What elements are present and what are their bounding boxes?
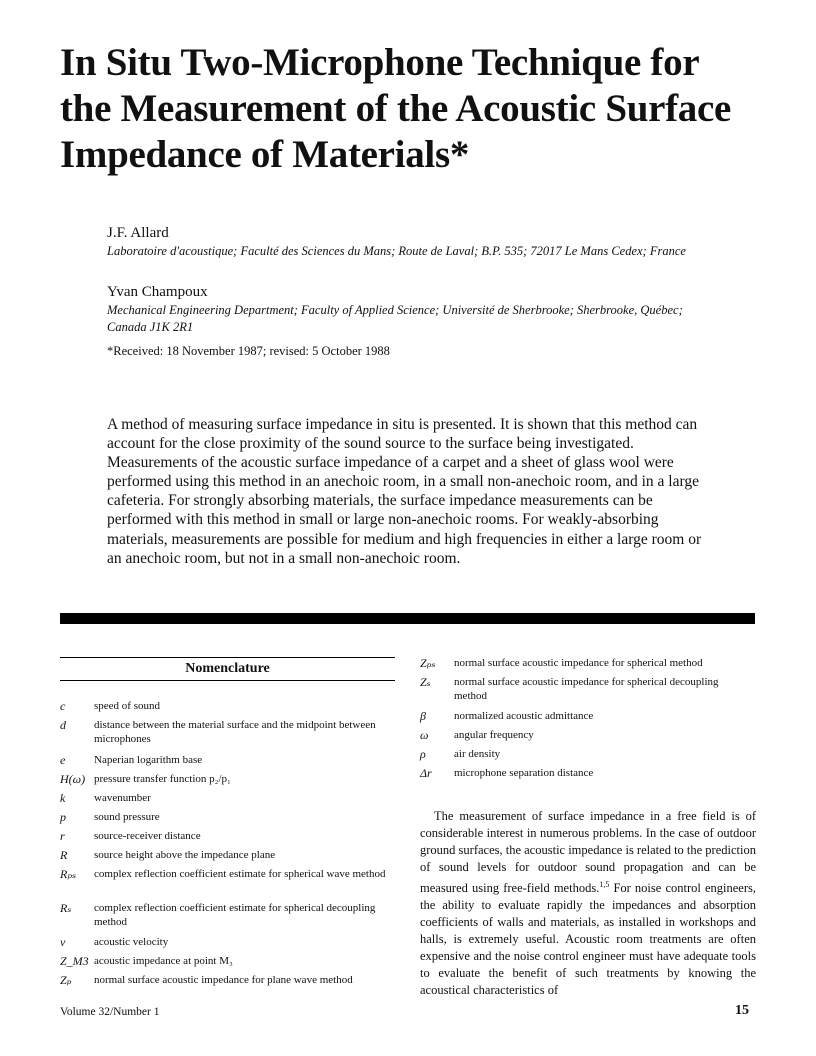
- nomenclature-symbol: k: [60, 791, 66, 805]
- author-1-name: J.F. Allard: [107, 225, 169, 241]
- nomenclature-definition: pressure transfer function p₂/p₁: [94, 773, 231, 785]
- nomenclature-rule-bottom: [60, 680, 395, 681]
- nomenclature-definition: acoustic velocity: [94, 936, 169, 948]
- nomenclature-definition: acoustic impedance at point M₃: [94, 955, 233, 967]
- title-line-1: In Situ Two-Microphone Technique for: [60, 41, 700, 84]
- citation-ref: 1,5: [599, 880, 610, 889]
- nomenclature-rule-top: [60, 657, 395, 658]
- nomenclature-symbol: H(ω): [60, 772, 86, 786]
- nomenclature-symbol: ω: [420, 728, 429, 742]
- nomenclature-symbol: Zₛ: [420, 675, 431, 689]
- abstract: A method of measuring surface impedance in situ is presented. It is shown that this method can account for the close proximity of the sound source to the surface being investigated. Measurements of the acoustic surface impedance of a carpet and a sheet of glass wool were performed using this method in an anechoic room, in a small non-anechoic room, and in a large cafeteria. For strongly absorbing materials, the surface impedance measurements can be performed with this method in small or large non-anechoic rooms. For weakly-absorbing materials, measurements are possible for medium and high frequencies in either a large room or an anechoic room, but not in a small non-anechoic room.: [107, 416, 702, 567]
- nomenclature-definition: source height above the impedance plane: [94, 849, 276, 861]
- nomenclature-definition: normal surface acoustic impedance for plane wave method: [94, 974, 353, 986]
- nomenclature-symbol: Rₚₛ: [60, 867, 77, 881]
- nomenclature-symbol: v: [60, 935, 66, 949]
- nomenclature-heading: Nomenclature: [185, 661, 270, 676]
- nomenclature-definition: normal surface acoustic impedance for spherical decoupling method: [454, 676, 719, 702]
- nomenclature-definition: complex reflection coefficient estimate for spherical decoupling method: [94, 902, 376, 928]
- nomenclature-symbol: R: [60, 848, 68, 862]
- nomenclature-definition: angular frequency: [454, 729, 534, 741]
- nomenclature-symbol: c: [60, 699, 66, 713]
- body-text-part-1: The measurement of surface impedance in a free field is of considerable interest in numerous problems. In the case of outdoor ground surfaces, the acoustic impedance is related to the prediction of sound levels for outdoor sound propagation and can be measured using free-field methods.: [420, 809, 756, 896]
- nomenclature-definition: distance between the material surface and the midpoint between microphones: [94, 719, 376, 745]
- nomenclature-definition: normal surface acoustic impedance for spherical method: [454, 657, 703, 669]
- nomenclature-symbol: e: [60, 753, 66, 767]
- nomenclature-definition: wavenumber: [94, 792, 151, 804]
- title-line-3: Impedance of Materials*: [60, 133, 470, 176]
- section-divider: [60, 613, 755, 624]
- nomenclature-definition: speed of sound: [94, 700, 160, 712]
- nomenclature-symbol: Zₚ: [60, 973, 72, 987]
- nomenclature-definition: microphone separation distance: [454, 767, 594, 779]
- title-line-2: the Measurement of the Acoustic Surface: [60, 87, 732, 130]
- nomenclature-definition: Naperian logarithm base: [94, 754, 203, 766]
- received-note: *Received: 18 November 1987; revised: 5 October 1988: [107, 344, 390, 358]
- body-text-part-2: For noise control engineers, the ability to evaluate rapidly the impedances and absorption coefficients of walls and materials, as installed in workshops and halls, is extremely useful. Acoustic room treatments are often expensive and the noise control engineer must have adequate tools to evaluate the benefit of such treatments by knowing the acoustical characteristics of: [420, 881, 756, 998]
- nomenclature-definition: source-receiver distance: [94, 830, 201, 842]
- body-paragraph: [420, 808, 756, 999]
- nomenclature-symbol: β: [420, 709, 426, 723]
- nomenclature-definition: air density: [454, 748, 501, 760]
- body-text: [420, 808, 756, 999]
- nomenclature-symbol: ρ: [420, 747, 426, 761]
- nomenclature-symbol: p: [60, 810, 66, 824]
- nomenclature-symbol: d: [60, 718, 66, 732]
- author-2-name: Yvan Champoux: [107, 284, 208, 300]
- footer-volume: Volume 32/Number 1: [60, 1006, 160, 1018]
- paper-title: [60, 40, 780, 178]
- nomenclature-symbol: Rₛ: [60, 901, 72, 915]
- author-1-affiliation: Laboratoire d'acoustique; Faculté des Sciences du Mans; Route de Laval; B.P. 535; 72017 Le Mans Cedex; France: [107, 244, 686, 258]
- nomenclature-definition: normalized acoustic admittance: [454, 710, 594, 722]
- author-2-affiliation: Mechanical Engineering Department; Faculty of Applied Science; Université de Sherbrooke; Sherbrooke, Québec; Canada J1K 2R1: [107, 303, 683, 334]
- nomenclature-definition: complex reflection coefficient estimate for spherical wave method: [94, 868, 386, 880]
- nomenclature-symbol: Zₚₛ: [420, 656, 436, 670]
- nomenclature-symbol: Δr: [420, 766, 432, 780]
- nomenclature-definition: sound pressure: [94, 811, 160, 823]
- page-number: 15: [735, 1003, 749, 1018]
- nomenclature-symbol: Z_M3: [60, 954, 89, 968]
- nomenclature-symbol: r: [60, 829, 65, 843]
